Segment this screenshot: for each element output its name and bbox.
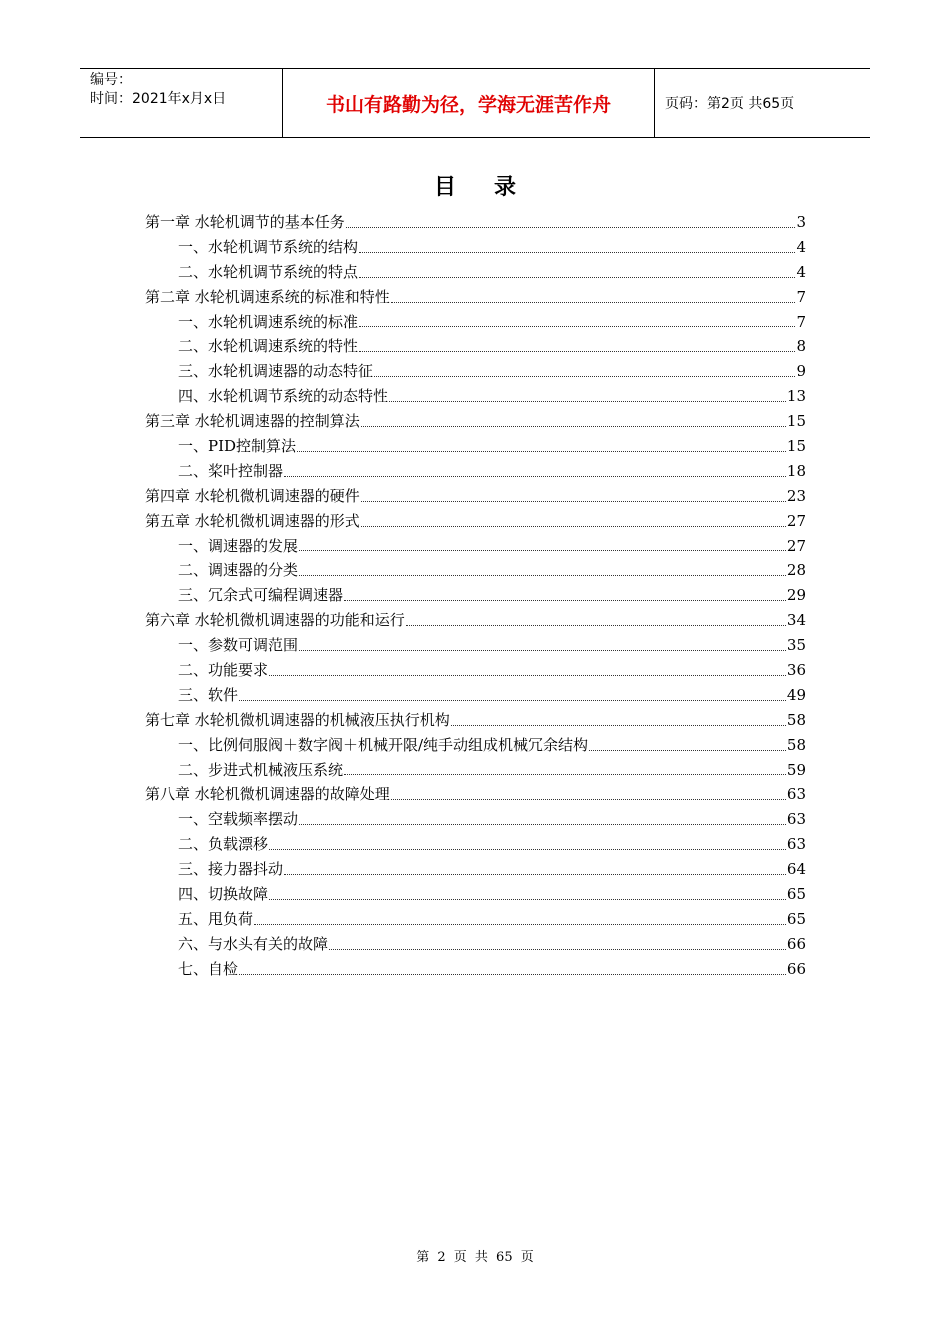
- toc-chapter-entry[interactable]: [145, 210, 806, 235]
- toc-dot-leader: [284, 475, 786, 477]
- toc-section-entry[interactable]: [145, 310, 806, 335]
- toc-entry-page-number: 49: [786, 685, 806, 704]
- toc-section-entry[interactable]: [145, 907, 806, 932]
- toc-dot-leader: [589, 749, 786, 751]
- toc-dot-leader: [299, 549, 786, 551]
- toc-entry-label: 第五章 水轮机微机调速器的形式: [145, 511, 360, 530]
- toc-dot-leader: [361, 425, 786, 427]
- toc-entry-label: 三、软件: [178, 685, 239, 704]
- toc-entry-label: 二、调速器的分类: [178, 561, 299, 580]
- toc-dot-leader: [359, 251, 795, 253]
- toc-entry-page-number: 7: [796, 312, 806, 331]
- toc-entry-label: 二、功能要求: [178, 661, 269, 680]
- toc-section-entry[interactable]: [145, 683, 806, 708]
- header-meta: [80, 69, 282, 137]
- toc-dot-leader: [346, 226, 796, 228]
- toc-dot-leader: [359, 350, 795, 352]
- toc-entry-label: 二、负载漂移: [178, 835, 269, 854]
- toc-dot-leader: [451, 724, 786, 726]
- toc-entry-page-number: 35: [786, 636, 806, 655]
- toc-entry-page-number: 15: [786, 437, 806, 456]
- toc-entry-label: 第二章 水轮机调速系统的标准和特性: [145, 287, 390, 306]
- toc-entry-label: 第六章 水轮机微机调速器的功能和运行: [145, 611, 405, 630]
- table-of-contents: [145, 210, 806, 982]
- toc-dot-leader: [359, 325, 795, 327]
- toc-entry-label: 六、与水头有关的故障: [178, 934, 329, 953]
- page-footer: 第 2 页 共 65 页: [416, 1250, 534, 1265]
- toc-entry-page-number: 8: [796, 337, 806, 356]
- toc-dot-leader: [269, 848, 786, 850]
- toc-entry-page-number: 13: [786, 387, 806, 406]
- toc-section-entry[interactable]: [145, 832, 806, 857]
- toc-chapter-entry[interactable]: [145, 409, 806, 434]
- header-motto: 书山有路勤为径，学海无涯苦作舟: [282, 69, 655, 137]
- toc-dot-leader: [359, 276, 795, 278]
- toc-entry-page-number: 65: [786, 909, 806, 928]
- toc-dot-leader: [239, 973, 786, 975]
- toc-dot-leader: [269, 898, 786, 900]
- toc-entry-label: 四、切换故障: [178, 885, 269, 904]
- page-header: [80, 68, 870, 138]
- toc-dot-leader: [299, 574, 786, 576]
- toc-dot-leader: [299, 823, 786, 825]
- toc-dot-leader: [297, 450, 786, 452]
- toc-chapter-entry[interactable]: [145, 285, 806, 310]
- document-date: 时间：2021年x月x日: [90, 91, 227, 107]
- toc-dot-leader: [329, 948, 786, 950]
- toc-entry-page-number: 27: [786, 536, 806, 555]
- toc-section-entry[interactable]: [145, 459, 806, 484]
- toc-chapter-entry[interactable]: [145, 509, 806, 534]
- toc-entry-label: 三、冗余式可编程调速器: [178, 586, 344, 605]
- toc-section-entry[interactable]: [145, 633, 806, 658]
- toc-entry-label: 第七章 水轮机微机调速器的机械液压执行机构: [145, 710, 450, 729]
- toc-dot-leader: [361, 500, 786, 502]
- toc-entry-page-number: 18: [786, 461, 806, 480]
- toc-entry-page-number: 4: [796, 262, 806, 281]
- toc-section-entry[interactable]: [145, 957, 806, 982]
- toc-entry-label: 二、水轮机调速系统的特性: [178, 337, 359, 356]
- toc-entry-page-number: 63: [786, 785, 806, 804]
- toc-entry-label: 一、空载频率摆动: [178, 810, 299, 829]
- toc-entry-label: 一、比例伺服阀＋数字阀＋机械开限/纯手动组成机械冗余结构: [178, 735, 589, 754]
- toc-section-entry[interactable]: [145, 235, 806, 260]
- toc-entry-label: 一、水轮机调节系统的结构: [178, 237, 359, 256]
- toc-dot-leader: [269, 674, 786, 676]
- toc-dot-leader: [389, 400, 786, 402]
- toc-section-entry[interactable]: [145, 558, 806, 583]
- toc-section-entry[interactable]: [145, 882, 806, 907]
- document-number-label: 编号：: [90, 72, 132, 88]
- toc-entry-label: 第一章 水轮机调节的基本任务: [145, 213, 345, 231]
- toc-dot-leader: [374, 375, 795, 377]
- toc-section-entry[interactable]: [145, 359, 806, 384]
- toc-entry-page-number: 7: [796, 287, 806, 306]
- toc-section-entry[interactable]: [145, 384, 806, 409]
- toc-dot-leader: [284, 873, 786, 875]
- toc-entry-label: 第四章 水轮机微机调速器的硬件: [145, 486, 360, 505]
- toc-entry-page-number: 63: [786, 835, 806, 854]
- toc-entry-page-number: 27: [786, 511, 806, 530]
- toc-entry-page-number: 58: [786, 710, 806, 729]
- toc-entry-label: 一、PID控制算法: [178, 437, 297, 456]
- toc-entry-label: 三、水轮机调速器的动态特征: [178, 362, 374, 381]
- toc-entry-label: 三、接力器抖动: [178, 860, 284, 879]
- toc-entry-page-number: 64: [786, 860, 806, 879]
- toc-section-entry[interactable]: [145, 534, 806, 559]
- toc-entry-label: 一、水轮机调速系统的标准: [178, 312, 359, 331]
- toc-entry-page-number: 3: [796, 213, 806, 231]
- toc-dot-leader: [239, 699, 786, 701]
- toc-dot-leader: [344, 599, 786, 601]
- toc-entry-page-number: 63: [786, 810, 806, 829]
- toc-entry-page-number: 9: [796, 362, 806, 381]
- toc-dot-leader: [254, 923, 786, 925]
- toc-dot-leader: [391, 798, 786, 800]
- toc-entry-page-number: 29: [786, 586, 806, 605]
- toc-entry-label: 七、自检: [178, 959, 239, 978]
- toc-section-entry[interactable]: [145, 434, 806, 459]
- toc-dot-leader: [299, 649, 786, 651]
- toc-dot-leader: [391, 301, 796, 303]
- toc-title: 目录: [433, 175, 554, 200]
- toc-dot-leader: [344, 773, 786, 775]
- toc-entry-page-number: 66: [786, 934, 806, 953]
- toc-dot-leader: [406, 624, 786, 626]
- toc-section-entry[interactable]: [145, 583, 806, 608]
- toc-entry-page-number: 66: [786, 959, 806, 978]
- toc-entry-label: 二、水轮机调节系统的特点: [178, 262, 359, 281]
- toc-entry-label: 二、步进式机械液压系统: [178, 760, 344, 779]
- toc-entry-page-number: 58: [786, 735, 806, 754]
- toc-entry-label: 五、甩负荷: [178, 909, 254, 928]
- toc-section-entry[interactable]: [145, 758, 806, 783]
- toc-entry-page-number: 23: [786, 486, 806, 505]
- toc-entry-page-number: 36: [786, 661, 806, 680]
- toc-section-entry[interactable]: [145, 807, 806, 832]
- toc-entry-page-number: 59: [786, 760, 806, 779]
- toc-section-entry[interactable]: [145, 658, 806, 683]
- toc-section-entry[interactable]: [145, 857, 806, 882]
- toc-chapter-entry[interactable]: [145, 708, 806, 733]
- toc-entry-page-number: 65: [786, 885, 806, 904]
- toc-entry-page-number: 4: [796, 237, 806, 256]
- toc-chapter-entry[interactable]: [145, 608, 806, 633]
- toc-section-entry[interactable]: [145, 334, 806, 359]
- toc-entry-label: 一、参数可调范围: [178, 636, 299, 655]
- toc-section-entry[interactable]: [145, 260, 806, 285]
- toc-section-entry[interactable]: [145, 733, 806, 758]
- toc-entry-label: 第八章 水轮机微机调速器的故障处理: [145, 785, 390, 804]
- toc-chapter-entry[interactable]: [145, 484, 806, 509]
- header-page-info: 页码：第2页 共65页: [665, 96, 795, 112]
- toc-entry-page-number: 15: [786, 412, 806, 431]
- toc-entry-page-number: 34: [786, 611, 806, 630]
- toc-chapter-entry[interactable]: [145, 782, 806, 807]
- toc-section-entry[interactable]: [145, 932, 806, 957]
- toc-entry-label: 四、水轮机调节系统的动态特性: [178, 387, 389, 406]
- toc-entry-label: 一、调速器的发展: [178, 536, 299, 555]
- toc-entry-label: 第三章 水轮机调速器的控制算法: [145, 412, 360, 431]
- toc-dot-leader: [361, 525, 786, 527]
- toc-entry-page-number: 28: [786, 561, 806, 580]
- toc-entry-label: 二、桨叶控制器: [178, 461, 284, 480]
